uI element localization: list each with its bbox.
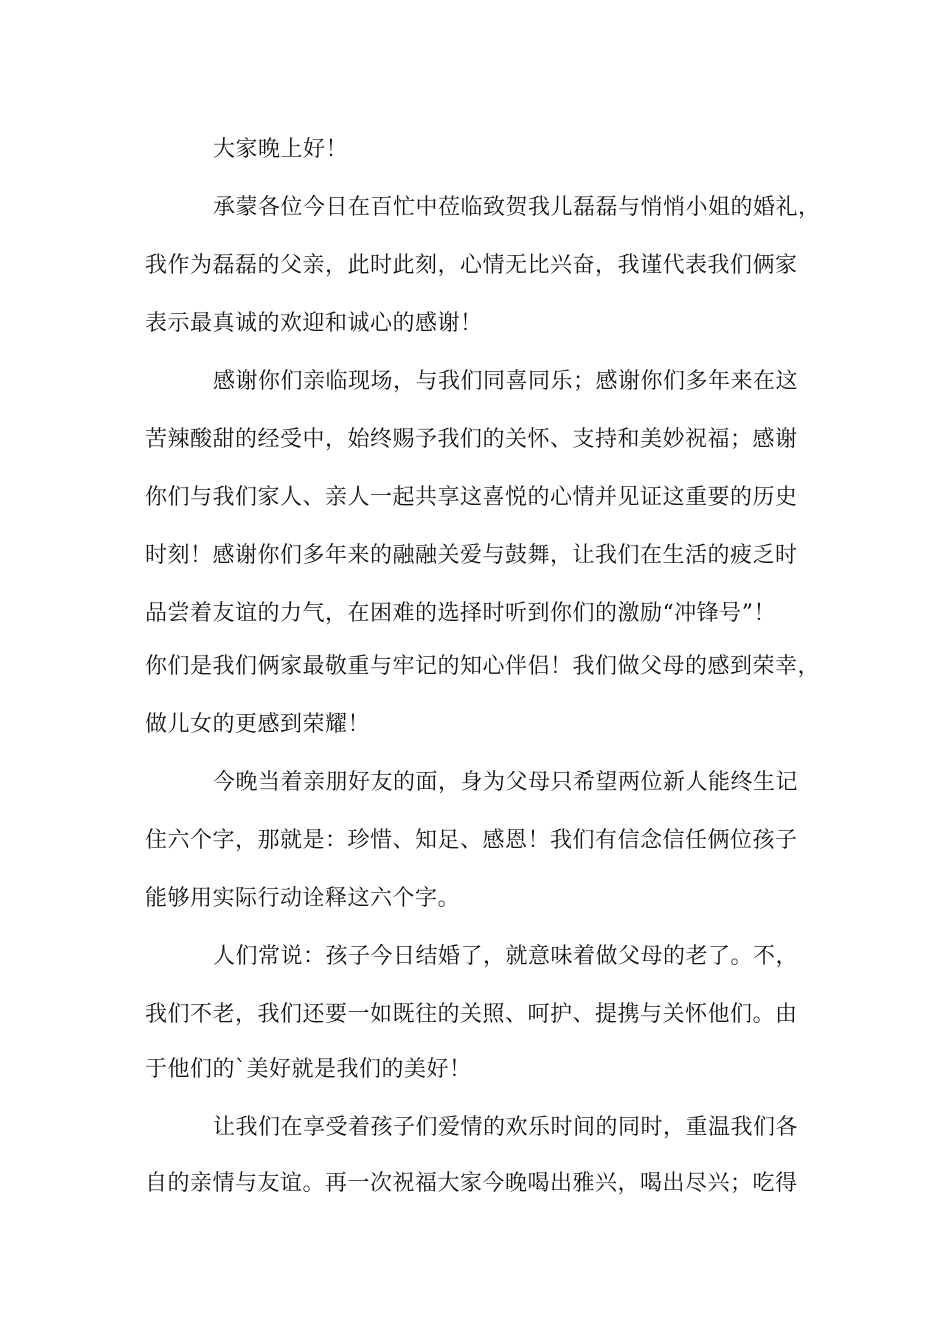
paragraph-2-line-1: 感谢你们亲临现场，与我们同喜同乐；感谢你们多年来在这: [213, 369, 799, 394]
paragraph-2-line-5: 品尝着友谊的力气，在困难的选择时听到你们的激励“冲锋号”！: [145, 601, 776, 626]
paragraph-5-line-1: 让我们在享受着孩子们爱情的欢乐时间的同时，重温我们各: [213, 1115, 799, 1140]
paragraph-2-line-2: 苦辣酸甜的经受中，始终赐予我们的关怀、支持和美妙祝福；感谢: [145, 427, 798, 452]
paragraph-3-line-1: 今晚当着亲朋好友的面，身为父母只希望两位新人能终生记: [213, 770, 799, 795]
paragraph-2-line-7: 做儿女的更感到荣耀！: [145, 712, 371, 737]
paragraph-4-line-3: 于他们的`美好就是我们的美好！: [145, 1057, 472, 1082]
paragraph-2-line-6: 你们是我们俩家最敬重与牢记的知心伴侣！我们做父母的感到荣幸，: [145, 654, 821, 679]
paragraph-5-line-2: 自的亲情与友谊。再一次祝福大家今晚喝出雅兴，喝出尽兴；吃得: [145, 1171, 798, 1196]
paragraph-3-line-3: 能够用实际行动诠释这六个字。: [145, 886, 461, 911]
paragraph-4-line-1: 人们常说：孩子今日结婚了，就意味着做父母的老了。不，: [213, 944, 799, 969]
greeting-line: 大家晚上好！: [213, 137, 349, 162]
paragraph-1-line-1: 承蒙各位今日在百忙中莅临致贺我儿磊磊与悄悄小姐的婚礼，: [213, 195, 821, 220]
paragraph-4-line-2: 我们不老，我们还要一如既往的关照、呵护、提携与关怀他们。由: [145, 1002, 798, 1027]
paragraph-2-line-4: 时刻！感谢你们多年来的融融关爱与鼓舞，让我们在生活的疲乏时: [145, 543, 798, 568]
paragraph-1-line-3: 表示最真诚的欢迎和诚心的感谢！: [145, 311, 483, 336]
paragraph-2-line-3: 你们与我们家人、亲人一起共享这喜悦的心情并见证这重要的历史: [145, 485, 798, 510]
paragraph-1-line-2: 我作为磊磊的父亲，此时此刻，心情无比兴奋，我谨代表我们俩家: [145, 253, 798, 278]
paragraph-3-line-2: 住六个字，那就是：珍惜、知足、感恩！我们有信念信任俩位孩子: [145, 828, 798, 853]
